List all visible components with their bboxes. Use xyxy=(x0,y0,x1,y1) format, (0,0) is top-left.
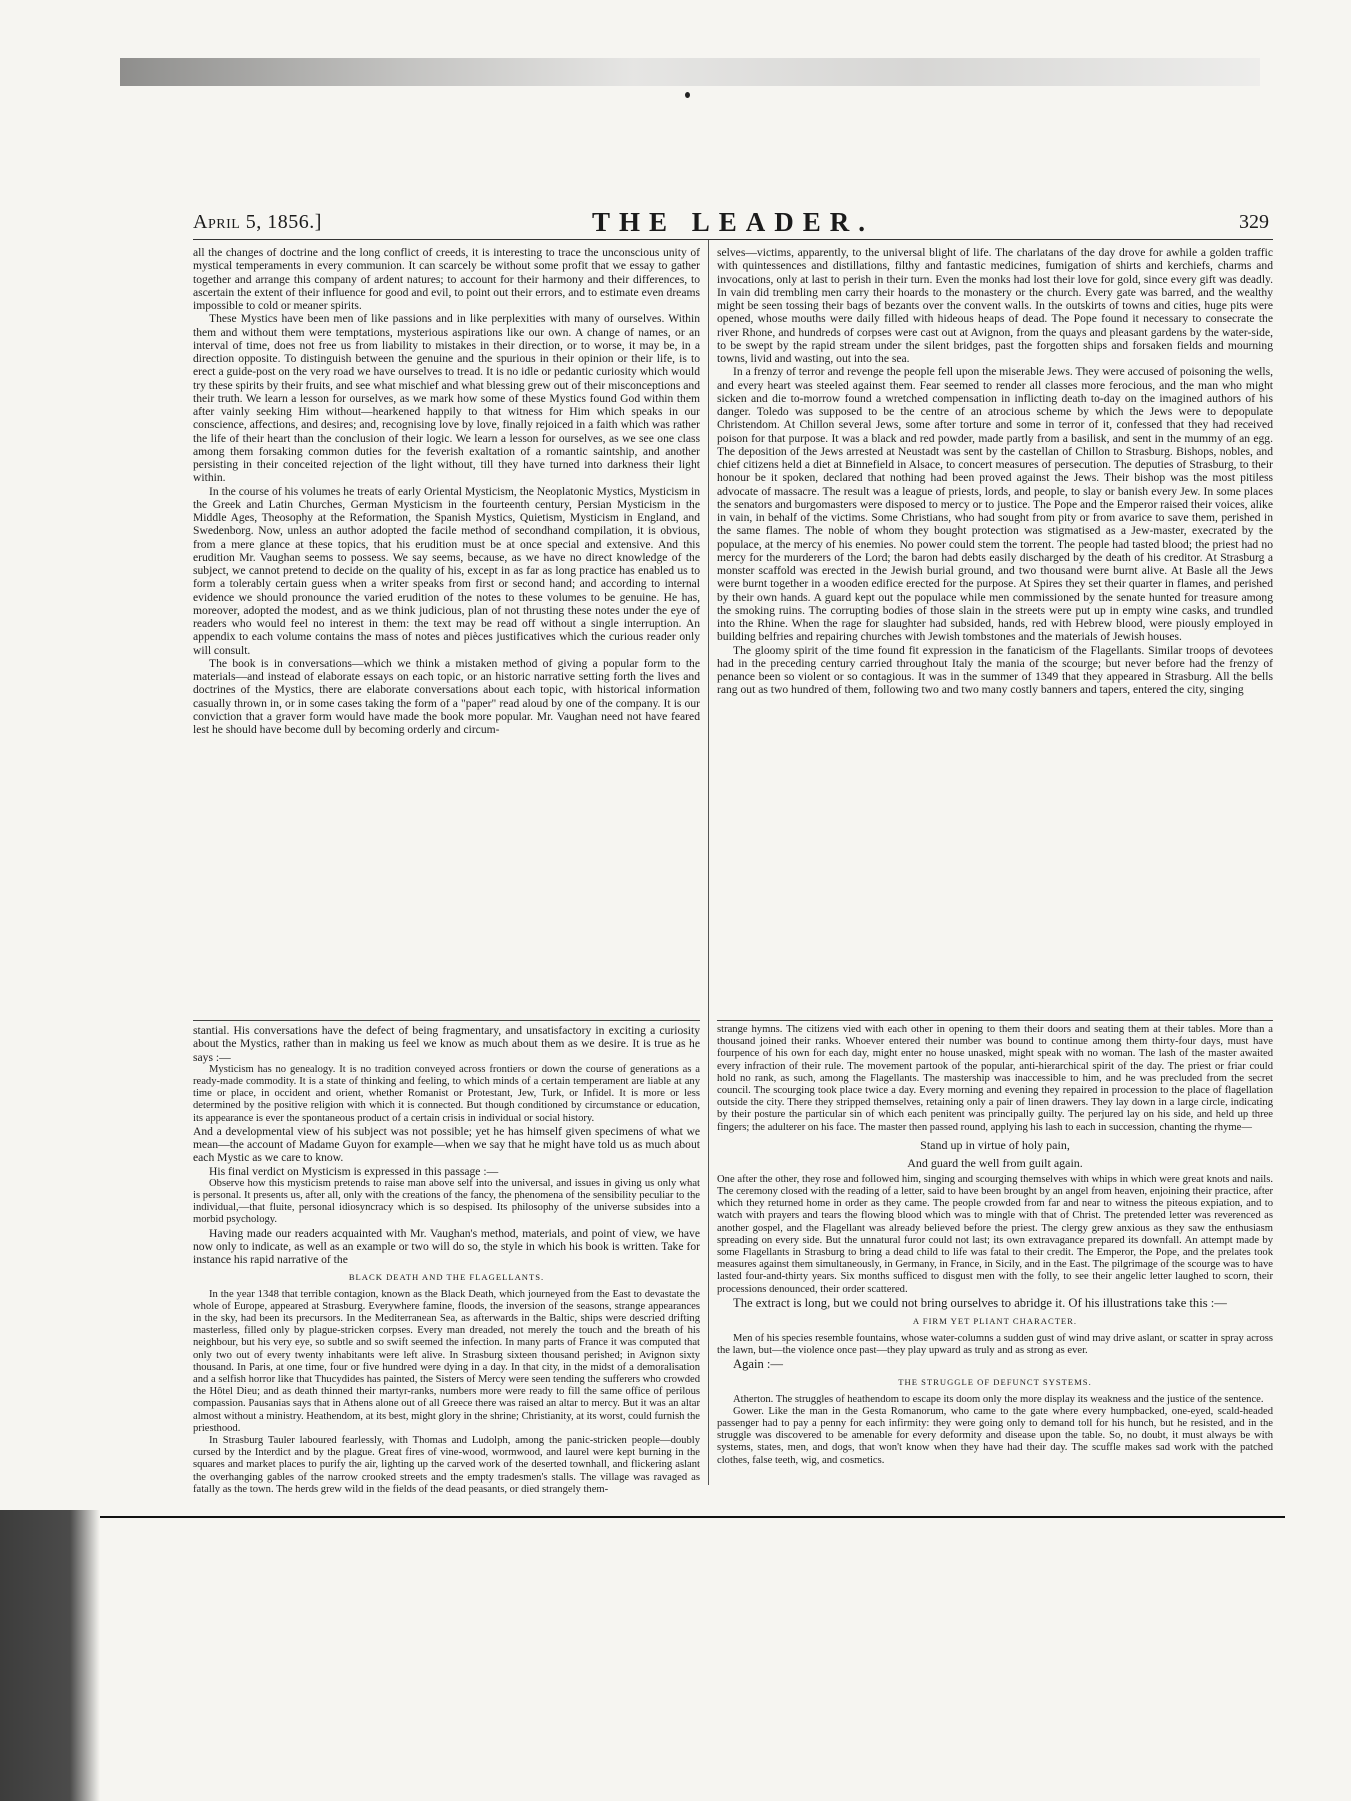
paragraph: selves—victims, apparently, to the universal blight of life. The charlatans of the day drove for awhile a golden traffic with quintessences and distillations, filthy and fantastic medicines, fumigation of shirts and kerchiefs, charms and invocations, only at last to perish in their turn. Even the monks had lost their love for gold, since every gift was deadly. In vain did trembling men carry their hoards to the monastery or the church. Every gate was barred, and the wealthy might be seen tossing their bags of bezants over the convent walls. In the outskirts of towns and cities, huge pits were opened, whose mouths were daily filled with hideous heaps of dead. The Pope found it necessary to consecrate the river Rhone, and hundreds of corpses were cast out at Avignon, from the quays and pleasant gardens by the water-side, to be swept by the rapid stream under the silent bridges, past the forgotten ships and forsaken fields and mourning towns, livid and wasting, out into the sea. xyxy=(717,246,1273,365)
ink-speck xyxy=(685,92,690,98)
paragraph: The extract is long, but we could not bring ourselves to abridge it. Of his illustrations take this :— xyxy=(733,1295,1227,1310)
paragraph: Having made our readers acquainted with Mr. Vaughan's method, materials, and point of view, we have now only to indicate, as well as an example or two will do so, the style in which his book is written. Take for instance his rapid narrative of the xyxy=(193,1226,700,1267)
section-heading: A FIRM YET PLIANT CHARACTER. xyxy=(912,1316,1078,1327)
quoted-passage: Atherton. The struggles of heathendom to escape its doom only the more display its weakness and the justice of the sentence. xyxy=(733,1393,1264,1405)
left-column-top xyxy=(193,246,700,1018)
right-section-rule xyxy=(717,1020,1273,1021)
left-section-rule xyxy=(193,1020,700,1021)
paragraph: all the changes of doctrine and the long conflict of creeds, it is interesting to trace the unconscious unity of mystical temperaments in every communion. It can scarcely be without some profit that we essay to gather together and arrange this company of ardent natures; to account for their harmony and their differences, to ascertain the extent of their influence for good and evil, to point out their errors, and to estimate even dreams impossible to cold or meaner spirits. xyxy=(193,246,700,312)
paragraph: The gloomy spirit of the time found fit expression in the fanaticism of the Flagellants. Similar troops of devotees had in the preceding century carried throughout Italy the mania of the scourge; but never before had the frenzy of penance been so violent or so contagious. It was in the summer of 1349 that they appeared in Strasburg. All the bells rang out as two hundred of them, following two and two many costly banners and tapers, entered the city, singing xyxy=(717,643,1273,697)
paragraph: stantial. His conversations have the defect of being fragmentary, and unsatisfactory in exciting a curiosity about the Mystics, rather than in making us feel we know as much about them as we desire. It is true as he says :— xyxy=(193,1024,700,1064)
binding-shadow xyxy=(0,1510,100,1801)
verse-line: Stand up in virtue of holy pain, xyxy=(920,1137,1070,1152)
masthead-title: THE LEADER. xyxy=(591,207,875,237)
section-heading: BLACK DEATH AND THE FLAGELLANTS. xyxy=(348,1272,545,1283)
quoted-passage: Gower. Like the man in the Gesta Romanorum, who came to the gate where every humpbacked, one-eyed, scald-headed passenger had to pay a penny for each infirmity: they were going only to demand toll for his hunch, but he resisted, and in the struggle was discovered to be amenable for every deformity and disease upon the table. So, no doubt, it must always be with systems, states, men, and dogs, that won't know when they have had their day. The scuffle makes sad work with the patched clothes, false teeth, wig, and cosmetics. xyxy=(717,1405,1273,1466)
page-number: 329 xyxy=(1239,211,1269,233)
column-divider xyxy=(708,240,709,1485)
quoted-passage: One after the other, they rose and followed him, singing and scourging themselves with whips in which were great knots and nails. The ceremony closed with the reading of a letter, said to have been brought by an angel from heaven, enjoining their practice, after which they returned home in order as they came. The people crowded from far and near to witness the piteous expiation, and to watch with prayers and tears the flowing blood which was to mingle with that of Christ. The pretended letter was reverenced as another gospel, and the Flagellant was already believed before the priest. The clergy grew anxious as they saw the enthusiasm spreading on every side. But the unnatural furor could not last; its own extravagance prepared its downfall. An attempt made by some Flagellants in Strasburg to bring a dead child to life was fatal to their credit. The Emperor, the Pope, and the prelates took measures against them simultaneously, in Germany, in France, in Sicily, and in the East. The pilgrimage of the scourge was to have lasted four-and-thirty years. Six months sufficed to disgust men with the folly, to see their angelic letter laughed to scorn, their processions denounced, their order scattered. xyxy=(717,1173,1273,1295)
quoted-passage: Men of his species resemble fountains, whose water-columns a sudden gust of wind may drive aslant, or scatter in spray across the lawn, but—the violence once past—they play upward as truly and as strong as ever. xyxy=(717,1332,1273,1356)
page-header xyxy=(193,205,1273,240)
quoted-passage: In Strasburg Tauler laboured fearlessly, with Thomas and Ludolph, among the panic-stricken people—doubly cursed by the Interdict and by the plague. Great fires of vine-wood, wormwood, and laurel were kept burning in the squares and market places to purify the air, lighting up the carved work of the deserted townhall, and flickering aslant the overhanging gables of the narrow crooked streets and the empty tradesmen's stalls. The village was ravaged as fatally as the town. The herds grew wild in the fields of the dead peasants, or died strangely them- xyxy=(193,1435,700,1495)
paragraph: These Mystics have been men of like passions and in like perplexities with many of ourselves. Within them and without them were temptations, mysterious aspirations like our own. A change of names, or an interval of time, does not free us from liability to mistakes in their direction, or to worse, it may be, in a direction opposite. To distinguish between the genuine and the spurious in their opinion or their life, is to erect a guide-post on the very road we have ourselves to tread. It is no idle or pedantic curiosity which would try these spirits by their fruits, and see what mischief and what blessing grew out of their misconceptions and their truth. We learn a lesson for ourselves, as we mark how some of these Mystics found God within them after vainly seeking Him without—hearkened happily to that witness for Him which speaks in our conscience, affections, and desires; and, recognising love by love, finally rejoiced in a faith which was rather the life of their heart than the conclusion of their logic. We learn a lesson for ourselves, as we see one class among them forsaking common duties for the feverish exaltation of a romantic saintship, and another persisting in their conceited rejection of the light without, till they have turned into darkness their light within. xyxy=(193,312,700,485)
scan-edge-shadow xyxy=(120,58,1260,86)
right-column-top xyxy=(717,246,1273,1018)
quoted-passage: In the year 1348 that terrible contagion, known as the Black Death, which journeyed from the East to devastate the whole of Europe, appeared at Strasburg. Everywhere famine, floods, the inversion of the seasons, strange appearances in the sky, had been its precursors. In the Mediterranean Sea, as afterwards in the Baltic, ships were descried drifting masterless, filled only by plague-stricken corpses. Every man dreaded, not merely the touch and the breath of his neighbour, but his very eye, so subtle and so swift seemed the infection. In many parts of France it was computed that only two out of every twenty inhabitants were left alive. In Strasburg sixteen thousand perished; in Avignon sixty thousand. In Paris, at one time, four or five hundred were dying in a day. In that city, in the midst of a demoralisation and a selfish horror like that Thucydides has painted, the Sisters of Mercy were seen tending the sufferers who crowded the Hôtel Dieu; and as death thinned their martyr-ranks, numbers more were ready to fill the same office of perilous compassion. Pausanias says that in Athens alone out of all Greece there was raised an altar to mercy. But it was an altar almost without a ministry. Heathendom, at its best, might glory in the shrine; Christianity, at its worst, could furnish the priesthood. xyxy=(193,1288,700,1434)
left-column-bottom xyxy=(193,1024,700,1499)
paragraph: In the course of his volumes he treats of early Oriental Mysticism, the Neoplatonic Mystics, Mysticism in the Greek and Latin Churches, German Mysticism in the fourteenth century, Persian Mysticism in the Middle Ages, Theosophy at the Reformation, the Spanish Mystics, Quietism, Mysticism in England, and Swedenborg. Now, unless an author adopted the facile method of secondhand compilation, it is obvious, from a mere glance at these topics, that his erudition must be at once special and extensive. And this erudition Mr. Vaughan seems to possess. We say seems, because, as we have no direct knowledge of the subject, we cannot pretend to decide on the quality of his, except in as far as long practice has enabled us to form a tolerably certain guess when a writer speaks from first or second hand; and according to internal evidence we should pronounce the varied erudition of the notes to these volumes to be genuine. He has, moreover, adopted the modest, and as we think judicious, plan of not thrusting these notes under the eye of readers who would feel no interest in them: the text may be read off without a single interruption. An appendix to each volume contains the mass of notes and pièces justificatives which the curious reader only will consult. xyxy=(193,484,700,657)
paragraph: The book is in conversations—which we think a mistaken method of giving a popular form to the materials—and instead of elaborate essays on each topic, or an historic narrative setting forth the lives and doctrines of the Mystics, there are elaborate conversations about each topic, with historical information casually thrown in, or in some cases taking the form of a "paper" read aloud by one of the company. It is our conviction that a graver form would have made the book more popular. Mr. Vaughan need not have feared lest he should have become dull by becoming orderly and circum- xyxy=(193,656,700,736)
page-bottom-rule xyxy=(100,1516,1285,1518)
quoted-passage: Observe how this mysticism pretends to raise man above self into the universal, and issues in giving us only what is personal. It presents us, after all, only with the creations of the fancy, the phenomena of the sensibility peculiar to the individual,—that fluite, personal idiosyncracy which is so despised. Its philosophy of the universe subsides into a morbid psychology. xyxy=(193,1177,700,1226)
section-heading: THE STRUGGLE OF DEFUNCT SYSTEMS. xyxy=(898,1377,1092,1388)
issue-date: April 5, 1856.] xyxy=(193,211,322,233)
paragraph: In a frenzy of terror and revenge the people fell upon the miserable Jews. They were accused of poisoning the wells, and every heart was steeled against them. Fear seemed to render all classes more ferocious, and the man who might sicken and die to-morrow found a wretched compensation in inflicting death to-day on the imagined authors of his danger. Toledo was supposed to be the centre of an atrocious scheme by which the Jews were to depopulate Christendom. At Chillon several Jews, some after torture and some in terror of it, confessed that they had received poison for that purpose. It was a black and red powder, made partly from a basilisk, and sent in the mummy of an egg. The deposition of the Jews arrested at Neustadt was sent by the castellan of Chillon to Strasburg. Bishops, nobles, and chief citizens held a diet at Binnefield in Alsace, to concert measures of persecution. The deputies of Strasburg, to their honour be it spoken, declared that nothing had been proved against the Jews. Their bishop was the most pitiless advocate of massacre. The result was a league of priests, lords, and people, to slay or banish every Jew. In some places the senators and burgomasters were disposed to mercy or to justice. The Pope and the Emperor raised their voices, alike in vain, in behalf of the victims. Some Christians, who had sought from pity or from avarice to save them, perished in the same flames. The noble of whom they bought protection was stigmatised as a Jew-master, execrated by the populace, at the mercy of his enemies. No power could stem the torrent. The people had tasted blood; the priest had no mercy for the murderers of the Lord; the baron had debts easily discharged by the death of his creditor. At Strasburg a monster scaffold was erected in the Jewish burial ground, and two thousand were burnt alive. At Basle all the Jews were burnt together in a wooden edifice erected for the purpose. At Spires they set their quarter in flames, and perished by their own hands. A guard kept out the populace while men commissioned by the senate hunted for treasure among the smoking ruins. The corrupting bodies of those slain in the streets were put up in empty wine casks, and trundled into the Rhine. When the rage for slaughter had subsided, hands, red with Hebrew blood, were piously employed in building belfries and repairing churches with Jewish tombstones and the materials of Jewish houses. xyxy=(717,365,1273,644)
quoted-passage: strange hymns. The citizens vied with each other in opening to them their doors and seating them at their tables. More than a thousand joined their ranks. Whoever entered their number was bound to continue among them thirty-four days, must have fourpence of his own for each day, might enter no house unasked, might speak with no woman. The lash of the master awaited every infraction of their rule. The movement partook of the popular, anti-hierarchical spirit of the day. The priest or friar could hold no rank, as such, among the Flagellants. The mastership was inaccessible to him, and he was precluded from the secret council. The scourging took place twice a day. Every morning and evening they repaired in procession to the place of flagellation outside the city. There they stripped themselves, retaining only a pair of linen drawers. They lay down in a large circle, indicating by their posture the particular sin of which each penitent was principally guilty. The perjured lay on his side, and held up three fingers; the adulterer on his face. The master then passed round, applying his lash to each in succession, chanting the rhyme— xyxy=(717,1024,1273,1133)
paragraph: His final verdict on Mysticism is expressed in this passage :— xyxy=(209,1164,499,1178)
quoted-passage: Mysticism has no genealogy. It is no tradition conveyed across frontiers or down the course of generations as a ready-made commodity. It is a state of thinking and feeling, to which minds of a certain temperament are liable at any time or place, in occident and orient, whether Romanist or Protestant, Jew, Turk, or Infidel. It is more or less determined by the positive religion with which it is connected. But though conditioned by circumstance or education, its appearance is ever the spontaneous product of a certain crisis in individual or social history. xyxy=(193,1063,700,1124)
right-column-bottom xyxy=(717,1024,1273,1499)
paragraph: And a developmental view of his subject was not possible; yet he has himself given specimens of what we mean—the account of Madame Guyon for example—when we say that he might have told us as much about each Mystic as we care to know. xyxy=(193,1124,700,1165)
verse-line: And guard the well from guilt again. xyxy=(907,1155,1083,1170)
paragraph: Again :— xyxy=(733,1356,784,1371)
